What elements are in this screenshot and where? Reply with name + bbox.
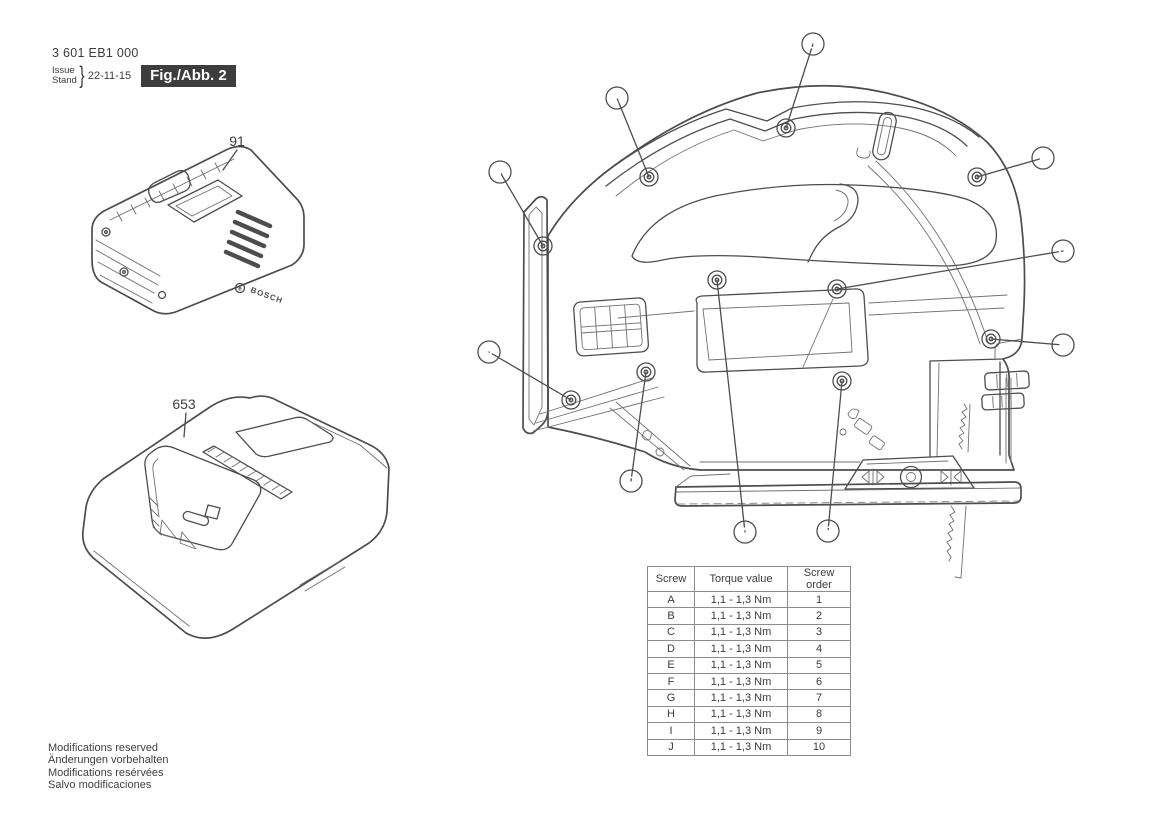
callout-letter-C: C (1058, 243, 1068, 259)
table-cell: 4 (788, 641, 851, 657)
table-cell: 2 (788, 608, 851, 624)
battery-cert-mark: e (238, 286, 242, 293)
table-cell: F (648, 673, 695, 689)
callout-letter-H: H (612, 90, 622, 106)
callout-letter-D: D (626, 473, 636, 489)
table-header-row (648, 567, 851, 592)
table-row (648, 641, 851, 657)
footer-line: Salvo modificaciones (48, 779, 152, 792)
battery-drawing (92, 133, 304, 314)
callout-balloon-D (620, 470, 642, 492)
legal-notices (48, 742, 168, 792)
issue-date: 22-11-15 (87, 70, 132, 82)
leader-line-I (500, 172, 543, 246)
brace-glyph: } (79, 62, 85, 89)
table-cell: 1,1 - 1,3 Nm (695, 592, 788, 608)
col-torque-value: Torque value (695, 567, 788, 592)
table-row (648, 608, 851, 624)
table-row (648, 690, 851, 706)
col-screw-order: Screw order (788, 567, 851, 592)
callout-balloon-F (1032, 147, 1054, 169)
callout-letter-I: I (498, 164, 502, 180)
callout-letter-F: F (1039, 150, 1047, 166)
jigsaw-drawing (523, 86, 1029, 578)
callout-letter-E: E (1058, 337, 1068, 353)
callout-letter-G: G (807, 36, 819, 52)
torque-table-body (648, 592, 851, 756)
table-cell: 1 (788, 592, 851, 608)
stand-label: Stand (52, 75, 77, 86)
battery-ref-label: 91 (229, 133, 245, 149)
table-row (648, 706, 851, 722)
leader-line-H (617, 98, 649, 177)
table-cell: 1,1 - 1,3 Nm (695, 723, 788, 739)
table-cell: 1,1 - 1,3 Nm (695, 657, 788, 673)
table-row (648, 624, 851, 640)
table-cell: 8 (788, 706, 851, 722)
leader-line-F (977, 158, 1043, 177)
table-cell: 1,1 - 1,3 Nm (695, 608, 788, 624)
callout-balloon-A (734, 521, 756, 543)
table-cell: A (648, 592, 695, 608)
table-cell: G (648, 690, 695, 706)
table-cell: C (648, 624, 695, 640)
callout-letter-J: J (485, 344, 493, 360)
footer-line: Änderungen vorbehalten (48, 754, 169, 767)
table-row (648, 592, 851, 608)
leader-line-B (828, 381, 842, 531)
callout-balloon-I (489, 161, 511, 183)
callout-layer (478, 33, 1074, 543)
col-screw: Screw (648, 567, 695, 592)
table-cell: 1,1 - 1,3 Nm (695, 739, 788, 755)
table-cell: 10 (788, 739, 851, 755)
table-row (648, 723, 851, 739)
battery-ref-leader (223, 150, 237, 170)
table-cell: H (648, 706, 695, 722)
table-cell: 1,1 - 1,3 Nm (695, 641, 788, 657)
table-row (648, 673, 851, 689)
part-number: 3 601 EB1 000 (52, 46, 139, 60)
callout-balloon-G (802, 33, 824, 55)
leader-line-C (837, 251, 1063, 289)
charger-ref-label: 653 (172, 396, 196, 412)
table-cell: 6 (788, 673, 851, 689)
torque-table (647, 566, 851, 756)
callout-balloon-H (606, 87, 628, 109)
callout-letter-A: A (740, 524, 750, 540)
leader-line-J (489, 352, 571, 400)
leader-line-A (717, 280, 745, 532)
callout-balloon-J (478, 341, 500, 363)
battery-brand-text: BOSCH (249, 285, 285, 306)
table-cell: 3 (788, 624, 851, 640)
table-row (648, 657, 851, 673)
table-cell: E (648, 657, 695, 673)
table-cell: 9 (788, 723, 851, 739)
table-cell: J (648, 739, 695, 755)
table-row (648, 739, 851, 755)
table-cell: B (648, 608, 695, 624)
callout-letter-B: B (823, 523, 833, 539)
figure-label: Fig./Abb. 2 (141, 65, 236, 87)
footer-line: Modifications resérvées (48, 766, 164, 779)
table-cell: 1,1 - 1,3 Nm (695, 673, 788, 689)
table-cell: 1,1 - 1,3 Nm (695, 624, 788, 640)
charger-drawing (83, 396, 389, 638)
table-cell: I (648, 723, 695, 739)
table-cell: D (648, 641, 695, 657)
issue-label: Issue (52, 64, 75, 76)
table-cell: 1,1 - 1,3 Nm (695, 706, 788, 722)
footer-line: Modifications reserved (48, 742, 159, 754)
callout-balloon-B (817, 520, 839, 542)
table-cell: 5 (788, 657, 851, 673)
table-cell: 1,1 - 1,3 Nm (695, 690, 788, 706)
table-cell: 7 (788, 690, 851, 706)
callout-balloon-C (1052, 240, 1074, 262)
